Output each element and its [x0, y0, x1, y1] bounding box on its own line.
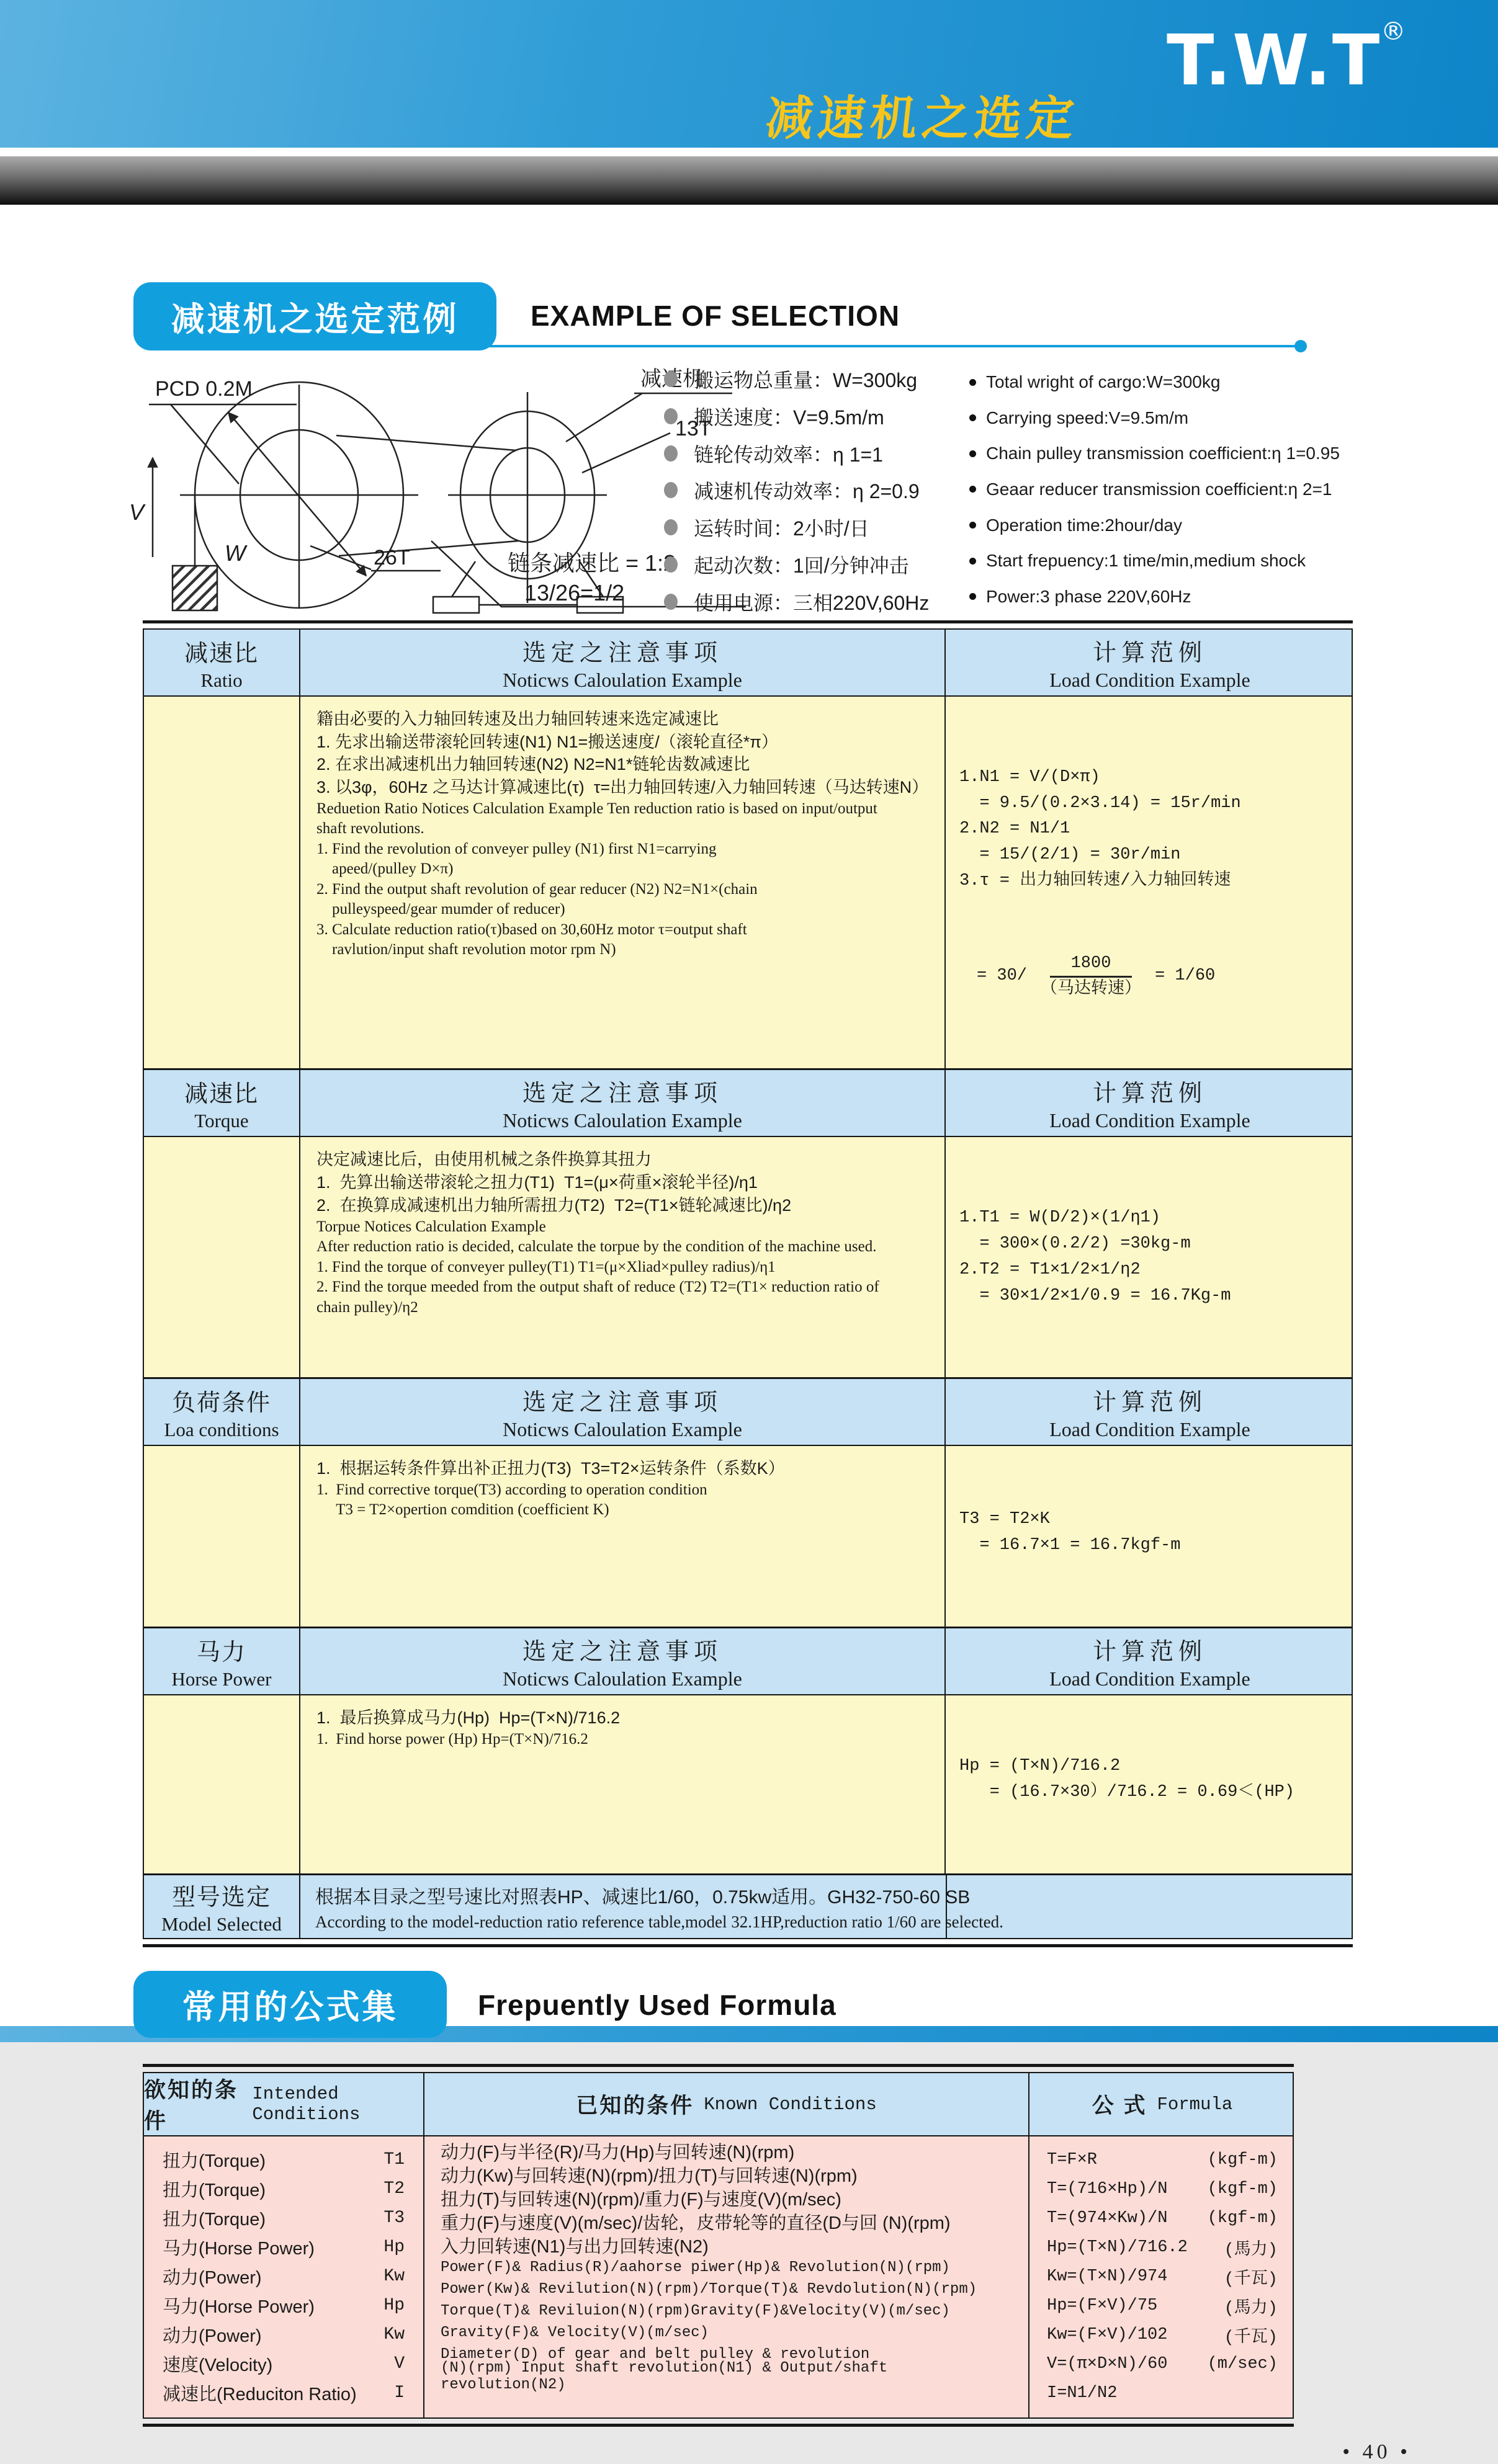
row-label-en: Ratio [200, 669, 243, 691]
f: Kw=(F×V)/102 [1047, 2325, 1168, 2344]
note-en: 1. Find horse power (Hp) Hp=(T×N)/716.2 [316, 1731, 588, 1748]
cond-cn-item: 运转时间：2小时/日 [664, 513, 962, 542]
note-en: pulleyspeed/gear mumder of reducer) [316, 901, 565, 918]
note-en: 2. Find the output shaft revolution of gear reducer (N2) N2=N1×(chain [316, 880, 758, 898]
row-label-en: Loa conditions [164, 1418, 279, 1440]
reducer-label: 减速机 [640, 367, 704, 391]
table-bottom-rule [143, 1938, 1353, 1947]
calc-line: = 15/(2/1) = 30r/min [959, 846, 1181, 865]
note-en: 3. Calculate reduction ratio(τ)based on 30,60Hz motor τ=output shaft [316, 921, 747, 938]
notices-header [299, 630, 944, 695]
formula-table [143, 2064, 1294, 2427]
intended-row [144, 2174, 423, 2203]
gray-divider-band [0, 156, 1498, 205]
f: Kw=(T×N)/974 [1047, 2267, 1168, 2286]
model-selected-row [144, 1873, 1352, 1938]
label: 动力(Power) [163, 2326, 262, 2347]
row-label-en: Horse Power [171, 1667, 272, 1690]
formula-column [1028, 2136, 1295, 2417]
table-top-rule [143, 2064, 1294, 2073]
empty-cell [144, 1695, 299, 1873]
note-en: 1. Find the revolution of conveyer pulley (N1) first N1=carrying [316, 840, 717, 857]
note-cn: 1. 最后换算成马力(Hp) Hp=(T×N)/716.2 [316, 1708, 621, 1728]
ratio-notes-cn [316, 708, 928, 799]
fraction [1041, 953, 1141, 1001]
calc-line: 2.T2 = T1×1/2×1/η2 [959, 1260, 1141, 1279]
teeth-26t-label: 26T [374, 546, 410, 569]
note-en: T3 = T2×opertion comdition (coefficient K) [316, 1501, 609, 1519]
sym: I [394, 2383, 405, 2403]
empty-cell [144, 1137, 299, 1377]
calc-line: 1.N1 = V/(D×π) [959, 767, 1100, 787]
label: 扭力(Torque) [163, 2210, 266, 2230]
ratio-notes [299, 697, 944, 1068]
ratio-calc [944, 697, 1354, 1068]
known-en-line: Power(Kw)& Revilution(N)(rpm)/Torque(T)& Revdolution(N)(rpm) [441, 2281, 977, 2298]
cond-cn-item: 起动次数：1回/分钟冲击 [664, 550, 962, 579]
intended-row [144, 2349, 423, 2378]
u: (kgf-m) [1207, 2150, 1278, 2169]
sym: Kw [383, 2325, 405, 2345]
content-row-load [144, 1445, 1352, 1627]
u: (m/sec) [1207, 2354, 1278, 2373]
cond-en-item: Carrying speed:V=9.5m/m [969, 408, 1366, 428]
u: (千瓦) [1224, 2270, 1278, 2289]
cond-cn-item: 搬运物总重量：W=300kg [664, 365, 962, 393]
note-en: ravlution/input shaft revolution motor rpm N) [316, 941, 616, 958]
row-label-ratio [144, 630, 299, 695]
label: 扭力(Torque) [163, 2151, 266, 2172]
known-en [441, 2257, 1012, 2393]
cond-en-item: Start frepuency:1 time/min,medium shock [969, 551, 1366, 571]
label: 扭力(Torque) [163, 2181, 266, 2201]
row-label-en: Model Selected [161, 1913, 282, 1935]
f: T=(974×Kw)/N [1047, 2208, 1168, 2228]
row-label-load [144, 1379, 299, 1445]
intended-conditions-header: 欲知的条件 Intended Conditions [144, 2078, 361, 2134]
model-selected-text [299, 1875, 1354, 1938]
notices-header: 选定之注意事项 Noticws Caloulation Example [299, 1379, 944, 1445]
weight-label: W [225, 540, 246, 566]
sym: Hp [383, 2238, 405, 2257]
known-en-line: (N)(rpm) Input shaft revolution(N1) & Output/shaft revolution(N2) [441, 2359, 888, 2393]
section-badge-formula: 常用的公式集 [133, 1971, 447, 2038]
f: I=N1/N2 [1047, 2383, 1118, 2403]
content-row-power [144, 1694, 1352, 1873]
note-en: After reduction ratio is decided, calculate the torpue by the condition of the machine used. [316, 1238, 877, 1256]
calc-line: 1.T1 = W(D/2)×(1/η1) [959, 1208, 1161, 1228]
conditions-list-en [969, 372, 1366, 607]
known-cn-line: 重力(F)与速度(V)(m/sec)/齿轮，皮带轮等的直径(D与回 (N)(rpm) [441, 2213, 951, 2233]
label: 速度(Velocity) [163, 2355, 273, 2376]
load-calc [944, 1446, 1354, 1627]
notices-header: 选定之注意事项 Noticws Caloulation Example [299, 1628, 944, 1694]
u: (馬力) [1224, 2299, 1278, 2318]
formula-row [1029, 2349, 1295, 2378]
intended-row [144, 2203, 423, 2233]
ratio-calc-lines [959, 765, 1340, 895]
formula-table-header [144, 2073, 1293, 2135]
formula-table-body [144, 2135, 1293, 2417]
note-en: Torpue Notices Calculation Example [316, 1218, 546, 1235]
row-label-cn: 马力 [196, 1639, 246, 1666]
calc-line: = 30×1/2×1/0.9 = 16.7Kg-m [959, 1286, 1231, 1305]
row-label-en: Torque [194, 1109, 249, 1132]
table-top-rule [143, 620, 1353, 630]
note-en: 1. Find the torque of conveyer pulley(T1) T1=(μ×Xliad×pulley radius)/η1 [316, 1258, 776, 1275]
formula-row [1029, 2262, 1295, 2291]
power-notes [299, 1695, 944, 1873]
lower-content [0, 620, 1498, 2464]
conditions-list-cn [664, 365, 962, 616]
row-label-power [144, 1628, 299, 1694]
example-header: 计算范例 Load Condition Example [944, 1070, 1354, 1136]
content-row-torque [144, 1136, 1352, 1377]
intended-conditions-column [144, 2136, 423, 2417]
note-cn: 2. 在求出减速机出力轴回转速(N2) N2=N1*链轮齿数减速比 [316, 755, 750, 774]
known-en-line: Power(F)& Radius(R)/aahorse piwer(Hp)& Revolution(N)(rpm) [441, 2259, 950, 2277]
f: V=(π×D×N)/60 [1047, 2354, 1168, 2373]
f: Hp=(F×V)/75 [1047, 2296, 1158, 2315]
calc-line: = (16.7×30）/716.2 = 0.69＜(HP) [959, 1782, 1295, 1801]
known-cn-line: 入力回转速(N1)与出力回转速(N2) [441, 2236, 709, 2257]
u: (千瓦) [1224, 2328, 1278, 2347]
calc-line: T3 = T2×K [959, 1509, 1050, 1529]
model-text-cn: 根据本目录之型号速比对照表HP、减速比1/60，0.75kw适用。GH32-750-60 SB [315, 1887, 971, 1908]
weight-block [173, 566, 217, 610]
header-row-load [144, 1377, 1352, 1445]
cond-en-item: Total wright of cargo:W=300kg [969, 372, 1366, 392]
known-en-line: Gravity(F)& Velocity(V)(m/sec) [441, 2324, 709, 2342]
model-text-en: According to the model-reduction ratio reference table,model 32.1HP,reduction ratio 1/60 are selected. [315, 1913, 1003, 1932]
u: (馬力) [1224, 2241, 1278, 2260]
row-label-cn: 减速比 [184, 640, 259, 667]
sym: Kw [383, 2267, 405, 2287]
sym: T1 [383, 2150, 405, 2170]
section-title-formula: Frepuently Used Formula [478, 1989, 836, 2022]
chain-bottom [339, 541, 518, 556]
torque-notes [299, 1137, 944, 1377]
note-en: shaft revolutions. [316, 820, 424, 837]
cond-en-item: Chain pulley transmission coefficient:η 1=0.95 [969, 444, 1366, 463]
example-header: 计算范例 Load Condition Example [944, 1628, 1354, 1694]
note-en: 2. Find the torque meeded from the output shaft of reduce (T2) T2=(T1× reduction ratio of [316, 1279, 879, 1296]
frac-lead: = 30/ [977, 966, 1028, 986]
header-row-ratio [144, 630, 1352, 695]
column-divider [946, 1875, 947, 1938]
section-title-selection: EXAMPLE OF SELECTION [531, 300, 900, 332]
label: 减速比(Reduciton Ratio) [163, 2385, 357, 2405]
example-header-en: Load Condition Example [1049, 669, 1250, 691]
notices-header-en: Noticws Caloulation Example [503, 669, 742, 691]
chain-ratio-line1: 链条减速比 = 1:2 [508, 550, 676, 576]
intended-row [144, 2145, 423, 2174]
frac-tail: = 1/60 [1155, 966, 1216, 986]
known-cn-line: 动力(F)与半径(R)/马力(Hp)与回转速(N)(rpm) [441, 2142, 795, 2163]
calc-line: = 9.5/(0.2×3.14) = 15r/min [959, 793, 1241, 813]
example-header: 计算范例 Load Condition Example [944, 1379, 1354, 1445]
notices-header: 选定之注意事项 Noticws Caloulation Example [299, 1070, 944, 1136]
cond-en-item: Operation time:2hour/day [969, 516, 1366, 535]
header-row-power [144, 1627, 1352, 1694]
chain-ratio-line2: 13/26=1/2 [524, 580, 625, 605]
note-cn: 1. 先算出输送带滚轮之扭力(T1) T1=(μ×荷重×滚轮半径)/η1 [316, 1173, 758, 1192]
ratio-calc-fraction [977, 953, 1340, 1001]
row-label-cn: 减速比 [184, 1081, 259, 1107]
known-en-line: Diameter(D) of gear and belt pulley & revolution [441, 2346, 870, 2364]
calc-line: = 300×(0.2/2) =30kg-m [959, 1234, 1191, 1253]
sym: Hp [383, 2296, 405, 2316]
notices-header-cn: 选定之注意事项 [522, 640, 722, 666]
f: T=(716×Hp)/N [1047, 2179, 1168, 2198]
formula-row [1029, 2320, 1295, 2349]
u: (kgf-m) [1207, 2179, 1278, 2198]
note-cn: 籍由必要的入力轴回转速及出力轴回转速来选定减速比 [316, 710, 719, 728]
label: 动力(Power) [163, 2268, 262, 2288]
known-cn-line: 扭力(T)与回转速(N)(rpm)/重力(F)与速度(V)(m/sec) [441, 2189, 841, 2210]
formula-row [1029, 2291, 1295, 2320]
row-label-cn: 型号选定 [171, 1885, 271, 1911]
sym: T2 [383, 2179, 405, 2199]
row-label-model [144, 1875, 299, 1938]
note-en: Reduetion Ratio Notices Calculation Example Ten reduction ratio is based on input/output [316, 800, 877, 817]
ratio-notes-en [316, 799, 928, 960]
cond-en-item: Geaar reducer transmission coefficient:η 2=1 [969, 480, 1366, 499]
known-conditions-header: 已知的条件 Known Conditions [423, 2073, 1028, 2135]
pcd-label: PCD 0.2M [155, 377, 253, 401]
cond-cn-item: 减速机传动效率：η 2=0.9 [664, 476, 962, 504]
cond-cn-item: 使用电源：三相220V,60Hz [664, 587, 962, 616]
sym: T3 [383, 2208, 405, 2228]
intended-row [144, 2291, 423, 2320]
row-label-cn: 负荷条件 [171, 1390, 271, 1416]
registered-mark: ® [1381, 17, 1407, 46]
header-band [0, 0, 1498, 148]
known-en-line: Torque(T)& Reviluion(N)(rpm)Gravity(F)&Velocity(V)(m/sec) [441, 2303, 950, 2320]
note-cn: 3. 以3φ，60Hz 之马达计算减速比(τ) τ=出力轴回转速/入力轴回转速（马达转速N） [316, 778, 929, 797]
cond-cn-item: 链轮传动效率：η 1=1 [664, 439, 962, 468]
formula-row [1029, 2174, 1295, 2203]
load-notes [299, 1446, 944, 1627]
teeth-13t-label: 13T [675, 417, 712, 440]
chain-top [336, 435, 516, 450]
velocity-label: V [129, 499, 145, 525]
brand-logo-text: T.W.T [1167, 20, 1381, 101]
known-cn-line: 动力(Kw)与回转速(N)(rpm)/扭力(T)与回转速(N)(rpm) [441, 2166, 858, 2186]
cond-en-item: Power:3 phase 220V,60Hz [969, 587, 1366, 607]
selection-table [143, 620, 1353, 1947]
power-calc [944, 1695, 1354, 1873]
formula-row [1029, 2233, 1295, 2262]
page-number: • 40 • [1342, 2440, 1411, 2464]
example-header [944, 630, 1354, 695]
f: Hp=(T×N)/716.2 [1047, 2238, 1188, 2257]
formula-row [1029, 2378, 1295, 2408]
frac-den: （马达转速） [1041, 980, 1142, 999]
f: T=F×R [1047, 2150, 1098, 2169]
section-badge-selection: 减速机之选定范例 [133, 282, 496, 350]
formula-header: 公 式 Formula [1028, 2073, 1295, 2135]
cond-cn-item: 搬送速度：V=9.5m/m [664, 402, 962, 431]
calc-line: = 16.7×1 = 16.7kgf-m [959, 1535, 1181, 1555]
intended-row [144, 2320, 423, 2349]
formula-row [1029, 2145, 1295, 2174]
note-cn: 2. 在换算成减速机出力轴所需扭力(T2) T2=(T1×链轮减速比)/η2 [316, 1195, 792, 1215]
calc-line: 3.τ = 出力轴回转速/入力轴回转速 [959, 872, 1231, 891]
note-en: 1. Find corrective torque(T3) according to operation condition [316, 1481, 707, 1498]
note-cn: 1. 根据运转条件算出补正扭力(T3) T3=T2×运转条件（系数K） [316, 1459, 785, 1478]
label: 马力(Horse Power) [163, 2297, 315, 2318]
note-en: apeed/(pulley D×π) [316, 860, 454, 878]
torque-calc [944, 1137, 1354, 1377]
page-title: 减速机之选定 [763, 92, 1082, 145]
empty-cell [144, 697, 299, 1068]
header-row-torque [144, 1068, 1352, 1136]
intended-row [144, 2378, 423, 2408]
note-cn: 决定减速比后，由使用机械之条件换算其扭力 [316, 1150, 652, 1169]
note-en: chain pulley)/η2 [316, 1298, 418, 1316]
empty-cell [144, 1446, 299, 1627]
known-cn [441, 2139, 1012, 2257]
calc-line: 2.N2 = N1/1 [959, 819, 1070, 839]
known-conditions-column [423, 2136, 1028, 2417]
sym: V [394, 2354, 405, 2374]
table-bottom-rule [143, 2417, 1294, 2427]
content-row-ratio [144, 695, 1352, 1068]
brand-logo [1167, 17, 1407, 101]
example-header-cn: 计算范例 [1092, 640, 1207, 666]
intended-row [144, 2262, 423, 2291]
row-label-torque [144, 1070, 299, 1136]
note-cn: 1. 先求出输送带滚轮回转速(N1) N1=搬送速度/（滚轮直径*π） [316, 732, 778, 751]
formula-row [1029, 2203, 1295, 2233]
calc-line: Hp = (T×N)/716.2 [959, 1756, 1121, 1775]
label: 马力(Horse Power) [163, 2239, 315, 2259]
frac-num: 1800 [1050, 953, 1132, 978]
intended-row [144, 2233, 423, 2262]
section-rule-dot [1294, 340, 1307, 352]
u: (kgf-m) [1207, 2208, 1278, 2228]
